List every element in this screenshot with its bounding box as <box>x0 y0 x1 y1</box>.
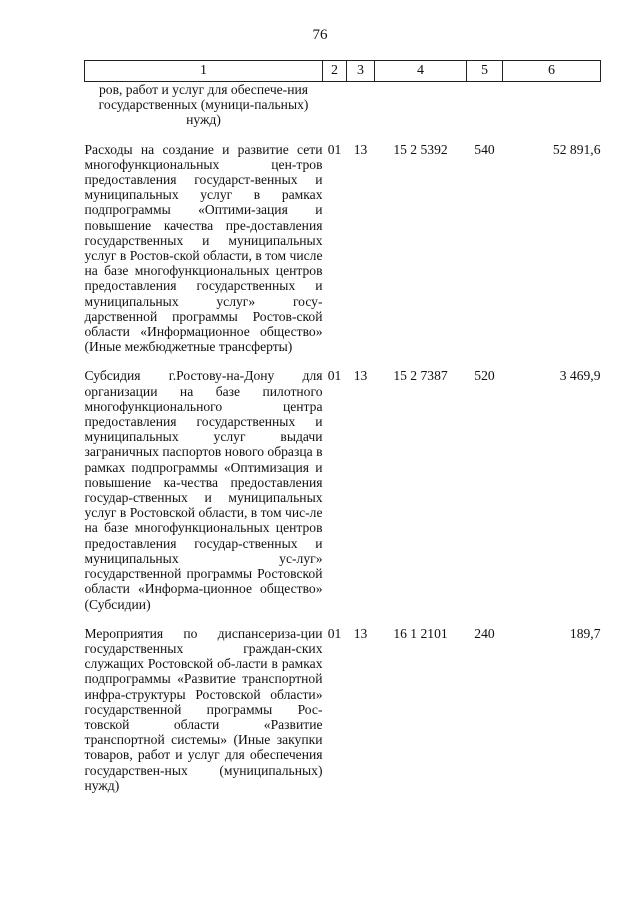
row-amount: 189,7 <box>569 625 601 641</box>
header-cell-1: 1 <box>85 61 323 82</box>
header-cell-3: 3 <box>347 61 375 82</box>
header-cell-6: 6 <box>503 61 601 82</box>
header-cell-2: 2 <box>323 61 347 82</box>
row-amount: 3 469,9 <box>559 368 601 384</box>
row-section: 01 <box>327 368 342 384</box>
row-description: Субсидия г.Ростову-на-Дону для организации на базе пилотного многофункционального центра предоставления государственных и муниципальных услуг выдачи заграничных паспортов нового образца в рамках подпрограммы «Оптимизация и повышение ка-чества предоставления государ-ственных и муниципальных услуг в Ростовской области, в том чис-ле на базе многофункциональных центров предоставления государ-ственных и муниципальных ус-луг» государственной программы Ростовской области «Информа-ционное общество» (Субсидии) <box>84 368 323 612</box>
page-number: 76 <box>312 27 328 43</box>
row-section: 01 <box>327 625 342 641</box>
row-subsection: 13 <box>353 368 368 384</box>
row-description: Расходы на создание и развитие сети многофункциональных цен-тров предоставления государст-венных и муниципальных услуг в рамках подпрограммы «Оптими-зация и повышение качества пре-доставления государственных и муниципальных услуг в Ростов-ской области, в том числе на базе многофункциональных центров предоставления государственных и муниципальных услуг» госу-дарственной программы Ростов-ской области «Информационное общество» (Иные межбюджетные трансферты) <box>84 141 323 355</box>
row-amount: 52 891,6 <box>552 141 601 157</box>
table-row <box>85 128 601 369</box>
row-target-article: 15 2 7387 <box>393 368 448 384</box>
continuation-row <box>85 82 601 128</box>
row-subsection: 13 <box>353 141 368 157</box>
row-expense-type: 240 <box>474 625 495 641</box>
table-row <box>85 368 601 625</box>
continuation-text: ров, работ и услуг для обеспече-ния государственных (муници-пальных) нужд) <box>98 82 309 128</box>
table-row <box>85 626 601 807</box>
header-cell-4: 4 <box>375 61 467 82</box>
header-cell-5: 5 <box>467 61 503 82</box>
row-target-article: 15 2 5392 <box>393 141 448 157</box>
row-expense-type: 540 <box>474 141 495 157</box>
row-description: Мероприятия по диспансериза-ции государственных граждан-ских служащих Ростовской об-ласти в рамках подпрограммы «Развитие транспортной инфра-структуры Ростовской области» государственной программы Рос-товской области «Развитие транспортной системы» (Иные закупки товаров, работ и услуг для обеспечения государствен-ных (муниципальных) нужд) <box>84 625 323 793</box>
header-row <box>85 61 601 82</box>
row-section: 01 <box>327 141 342 157</box>
row-expense-type: 520 <box>474 368 495 384</box>
budget-table <box>84 60 601 807</box>
row-target-article: 16 1 2101 <box>393 625 448 641</box>
row-subsection: 13 <box>353 625 368 641</box>
